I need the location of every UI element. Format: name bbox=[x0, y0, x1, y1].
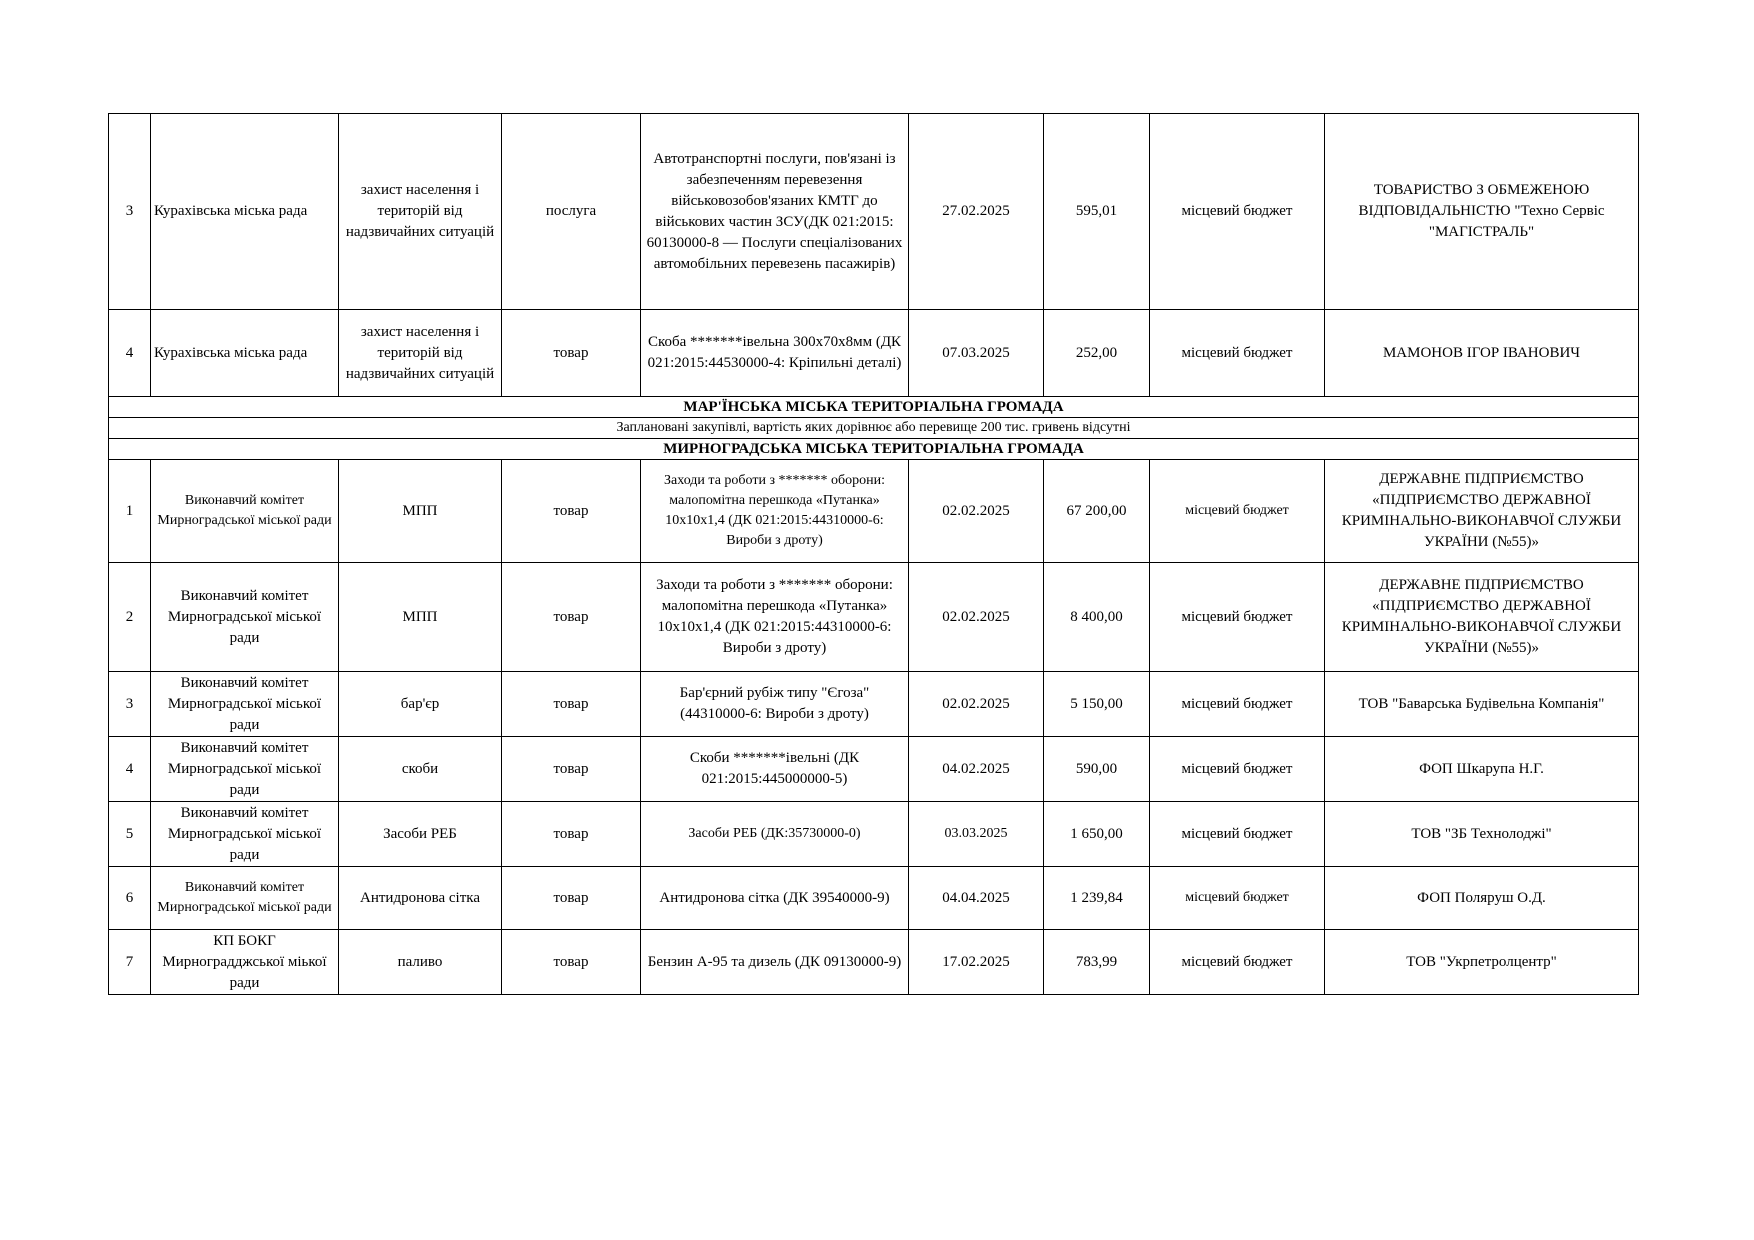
purpose-cell: захист населення і територій від надзвичайних ситуацій bbox=[339, 114, 502, 310]
type-cell: товар bbox=[502, 310, 641, 397]
funding-cell: місцевий бюджет bbox=[1150, 867, 1325, 930]
table-row bbox=[109, 114, 1639, 310]
funding-cell: місцевий бюджет bbox=[1150, 310, 1325, 397]
purpose-cell: МПП bbox=[339, 563, 502, 672]
subject-cell: Бензин А-95 та дизель (ДК 09130000-9) bbox=[641, 930, 909, 995]
supplier-cell: ФОП Шкарупа Н.Г. bbox=[1325, 737, 1639, 802]
amount-cell: 783,99 bbox=[1044, 930, 1150, 995]
date-cell: 02.02.2025 bbox=[909, 563, 1044, 672]
amount-cell: 1 239,84 bbox=[1044, 867, 1150, 930]
customer-cell: Виконавчий комітет Мирноградської міської ради bbox=[151, 867, 339, 930]
subject-cell: Засоби РЕБ (ДК:35730000-0) bbox=[641, 802, 909, 867]
customer-cell: Виконавчий комітет Мирноградської міської ради bbox=[151, 460, 339, 563]
subject-cell: Бар'єрний рубіж типу "Єгоза" (44310000-6: Вироби з дроту) bbox=[641, 672, 909, 737]
subject-cell: Скоби *******івельні (ДК 021:2015:445000000-5) bbox=[641, 737, 909, 802]
purpose-cell: захист населення і територій від надзвичайних ситуацій bbox=[339, 310, 502, 397]
amount-cell: 5 150,00 bbox=[1044, 672, 1150, 737]
customer-cell: Виконавчий комітет Мирноградської міської ради bbox=[151, 672, 339, 737]
row-number: 1 bbox=[109, 460, 151, 563]
section-title-marinka: МАР'ЇНСЬКА МІСЬКА ТЕРИТОРІАЛЬНА ГРОМАДА bbox=[109, 397, 1639, 418]
note-row bbox=[109, 418, 1639, 439]
amount-cell: 252,00 bbox=[1044, 310, 1150, 397]
supplier-cell: ДЕРЖАВНЕ ПІДПРИЄМСТВО «ПІДПРИЄМСТВО ДЕРЖАВНОЇ КРИМІНАЛЬНО-ВИКОНАВЧОЇ СЛУЖБИ УКРАЇНИ (№55)» bbox=[1325, 563, 1639, 672]
date-cell: 02.02.2025 bbox=[909, 672, 1044, 737]
purpose-cell: паливо bbox=[339, 930, 502, 995]
type-cell: товар bbox=[502, 802, 641, 867]
note-marinka: Заплановані закупівлі, вартість яких дорівнює або перевище 200 тис. гривень відсутні bbox=[109, 418, 1639, 439]
customer-cell: Виконавчий комітет Мирноградської міської ради bbox=[151, 563, 339, 672]
date-cell: 04.02.2025 bbox=[909, 737, 1044, 802]
date-cell: 27.02.2025 bbox=[909, 114, 1044, 310]
row-number: 3 bbox=[109, 672, 151, 737]
date-cell: 07.03.2025 bbox=[909, 310, 1044, 397]
customer-cell: Виконавчий комітет Мирноградської міської ради bbox=[151, 802, 339, 867]
funding-cell: місцевий бюджет bbox=[1150, 802, 1325, 867]
subject-cell: Антидронова сітка (ДК 39540000-9) bbox=[641, 867, 909, 930]
supplier-cell: ТОВ "ЗБ Технолоджі" bbox=[1325, 802, 1639, 867]
supplier-cell: ФОП Поляруш О.Д. bbox=[1325, 867, 1639, 930]
purpose-cell: МПП bbox=[339, 460, 502, 563]
table-row bbox=[109, 310, 1639, 397]
type-cell: товар bbox=[502, 563, 641, 672]
amount-cell: 595,01 bbox=[1044, 114, 1150, 310]
type-cell: товар bbox=[502, 737, 641, 802]
subject-cell: Заходи та роботи з ******* оборони: малопомітна перешкода «Путанка» 10х10х1,4 (ДК 021:2015:44310000-6: Вироби з дроту) bbox=[641, 460, 909, 563]
type-cell: товар bbox=[502, 672, 641, 737]
type-cell: товар bbox=[502, 460, 641, 563]
table-row bbox=[109, 460, 1639, 563]
row-number: 6 bbox=[109, 867, 151, 930]
funding-cell: місцевий бюджет bbox=[1150, 114, 1325, 310]
customer-cell: Виконавчий комітет Мирноградської міської ради bbox=[151, 737, 339, 802]
table-row bbox=[109, 867, 1639, 930]
funding-cell: місцевий бюджет bbox=[1150, 737, 1325, 802]
row-number: 5 bbox=[109, 802, 151, 867]
subject-cell: Заходи та роботи з ******* оборони: малопомітна перешкода «Путанка» 10х10х1,4 (ДК 021:2015:44310000-6: Вироби з дроту) bbox=[641, 563, 909, 672]
table-row bbox=[109, 737, 1639, 802]
purpose-cell: бар'єр bbox=[339, 672, 502, 737]
funding-cell: місцевий бюджет bbox=[1150, 930, 1325, 995]
funding-cell: місцевий бюджет bbox=[1150, 672, 1325, 737]
subject-cell: Скоба *******івельна 300х70х8мм (ДК 021:2015:44530000-4: Кріпильні деталі) bbox=[641, 310, 909, 397]
subject-cell: Автотранспортні послуги, пов'язані із забезпеченням перевезення військовозобов'язаних КМТГ до військових частин ЗСУ(ДК 021:2015: 60130000-8 — Послуги спеціалізованих автомобільних перевезень пасажирів) bbox=[641, 114, 909, 310]
customer-cell: КП БОКГ Мирноградджської міької ради bbox=[151, 930, 339, 995]
row-number: 3 bbox=[109, 114, 151, 310]
funding-cell: місцевий бюджет bbox=[1150, 563, 1325, 672]
supplier-cell: ТОВ "Баварська Будівельна Компанія" bbox=[1325, 672, 1639, 737]
table-row bbox=[109, 930, 1639, 995]
supplier-cell: ТОВ "Укрпетролцентр" bbox=[1325, 930, 1639, 995]
type-cell: послуга bbox=[502, 114, 641, 310]
funding-cell: місцевий бюджет bbox=[1150, 460, 1325, 563]
type-cell: товар bbox=[502, 867, 641, 930]
table-row bbox=[109, 802, 1639, 867]
row-number: 2 bbox=[109, 563, 151, 672]
table-row bbox=[109, 672, 1639, 737]
row-number: 4 bbox=[109, 737, 151, 802]
section-header-row bbox=[109, 397, 1639, 418]
amount-cell: 67 200,00 bbox=[1044, 460, 1150, 563]
row-number: 7 bbox=[109, 930, 151, 995]
supplier-cell: ТОВАРИСТВО З ОБМЕЖЕНОЮ ВІДПОВІДАЛЬНІСТЮ "Техно Сервіс "МАГІСТРАЛЬ" bbox=[1325, 114, 1639, 310]
date-cell: 04.04.2025 bbox=[909, 867, 1044, 930]
procurement-table bbox=[108, 113, 1639, 995]
purpose-cell: Засоби РЕБ bbox=[339, 802, 502, 867]
supplier-cell: МАМОНОВ ІГОР ІВАНОВИЧ bbox=[1325, 310, 1639, 397]
date-cell: 17.02.2025 bbox=[909, 930, 1044, 995]
section-title-myrnohrad: МИРНОГРАДСЬКА МІСЬКА ТЕРИТОРІАЛЬНА ГРОМАДА bbox=[109, 439, 1639, 460]
amount-cell: 1 650,00 bbox=[1044, 802, 1150, 867]
customer-cell: Курахівська міська рада bbox=[151, 114, 339, 310]
date-cell: 02.02.2025 bbox=[909, 460, 1044, 563]
purpose-cell: скоби bbox=[339, 737, 502, 802]
table-row bbox=[109, 563, 1639, 672]
type-cell: товар bbox=[502, 930, 641, 995]
date-cell: 03.03.2025 bbox=[909, 802, 1044, 867]
row-number: 4 bbox=[109, 310, 151, 397]
customer-cell: Курахівська міська рада bbox=[151, 310, 339, 397]
amount-cell: 8 400,00 bbox=[1044, 563, 1150, 672]
purpose-cell: Антидронова сітка bbox=[339, 867, 502, 930]
supplier-cell: ДЕРЖАВНЕ ПІДПРИЄМСТВО «ПІДПРИЄМСТВО ДЕРЖАВНОЇ КРИМІНАЛЬНО-ВИКОНАВЧОЇ СЛУЖБИ УКРАЇНИ (№55)» bbox=[1325, 460, 1639, 563]
amount-cell: 590,00 bbox=[1044, 737, 1150, 802]
section-header-row bbox=[109, 439, 1639, 460]
